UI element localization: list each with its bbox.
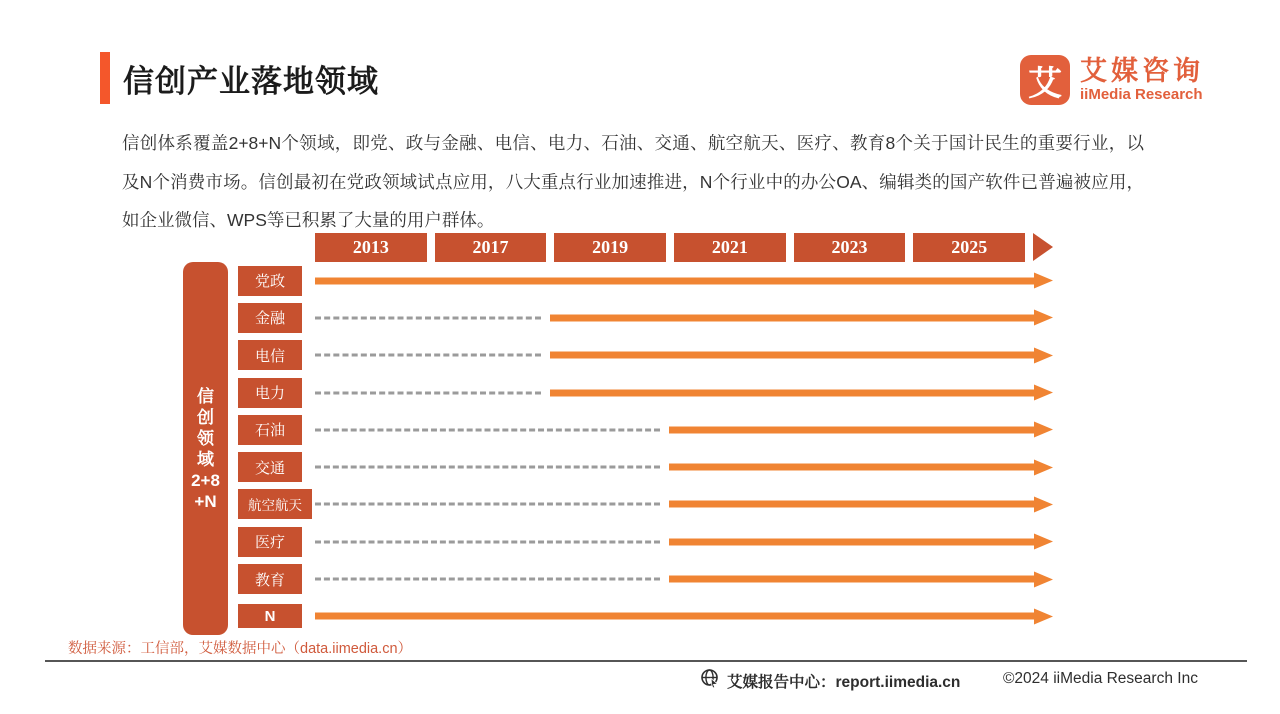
title-block bbox=[100, 52, 379, 104]
timeline-chart bbox=[183, 233, 1053, 635]
rollout-arrow bbox=[550, 389, 1034, 396]
industry-label: 石油 bbox=[238, 415, 302, 445]
timeline-track bbox=[315, 598, 1053, 635]
globe-cursor-icon bbox=[700, 668, 727, 693]
industry-label: 电信 bbox=[238, 340, 302, 370]
industry-row bbox=[238, 411, 1053, 448]
timeline-arrow-tip bbox=[1033, 233, 1053, 261]
chart-body bbox=[183, 262, 1053, 635]
year-cell: 2025 bbox=[913, 233, 1025, 262]
timeline-track bbox=[315, 486, 1053, 523]
logo-icon: 艾 bbox=[1020, 55, 1070, 105]
industry-row bbox=[238, 598, 1053, 635]
timeline-track bbox=[315, 448, 1053, 485]
source-note: 数据来源：工信部，艾媒数据中心（data.iimedia.cn） bbox=[68, 641, 413, 657]
industry-label: 航空航天 bbox=[238, 489, 312, 519]
pre-launch-dashed-line bbox=[315, 466, 660, 469]
intro-paragraph: 信创体系覆盖2+8+N个领域，即党、政与金融、电信、电力、石油、交通、航空航天、医疗、教育8个关于国计民生的重要行业，以及N个消费市场。信创最初在党政领域试点应用，八大重点行业加速推进，N个行业中的办公OA、编辑类的国产软件已普遍被应用，如企业微信、WPS等已积累了大量的用户群体。 bbox=[122, 133, 1144, 230]
industry-label: 医疗 bbox=[238, 527, 302, 557]
rollout-arrow bbox=[669, 464, 1034, 471]
timeline-track bbox=[315, 560, 1053, 597]
industry-row bbox=[238, 523, 1053, 560]
rollout-arrow bbox=[669, 538, 1034, 545]
pre-launch-dashed-line bbox=[315, 391, 541, 394]
rollout-arrow bbox=[669, 576, 1034, 583]
industry-label: N bbox=[238, 604, 302, 628]
year-cell: 2019 bbox=[554, 233, 666, 262]
industry-label: 电力 bbox=[238, 378, 302, 408]
pre-launch-dashed-line bbox=[315, 354, 541, 357]
pre-launch-dashed-line bbox=[315, 578, 660, 581]
footer-report-center bbox=[700, 668, 960, 693]
pre-launch-dashed-line bbox=[315, 316, 541, 319]
rollout-arrow bbox=[315, 277, 1034, 284]
industry-row bbox=[238, 374, 1053, 411]
industry-label: 交通 bbox=[238, 452, 302, 482]
rollout-arrow bbox=[669, 501, 1034, 508]
footer-copyright: ©2024 iiMedia Research Inc bbox=[1003, 670, 1198, 687]
year-cell: 2021 bbox=[674, 233, 786, 262]
timeline-track bbox=[315, 523, 1053, 560]
footer-report-text: 艾媒报告中心：report.iimedia.cn bbox=[727, 673, 961, 691]
industry-label: 党政 bbox=[238, 266, 302, 296]
brand-logo bbox=[1020, 55, 1204, 105]
pre-launch-dashed-line bbox=[315, 540, 660, 543]
title-accent-bar bbox=[100, 52, 110, 104]
timeline-track bbox=[315, 262, 1053, 299]
pre-launch-dashed-line bbox=[315, 428, 660, 431]
industry-row bbox=[238, 262, 1053, 299]
industry-row bbox=[238, 337, 1053, 374]
industry-label: 金融 bbox=[238, 303, 302, 333]
rollout-arrow bbox=[550, 352, 1034, 359]
axis-label-line: 创 bbox=[197, 407, 214, 427]
timeline-track bbox=[315, 299, 1053, 336]
rollout-arrow bbox=[550, 314, 1034, 321]
industry-row bbox=[238, 486, 1053, 523]
timeline-track bbox=[315, 337, 1053, 374]
brand-name-cn: 艾媒咨询 bbox=[1080, 56, 1204, 87]
timeline-track bbox=[315, 411, 1053, 448]
industry-label: 教育 bbox=[238, 564, 302, 594]
year-cell: 2017 bbox=[435, 233, 547, 262]
industry-row bbox=[238, 299, 1053, 336]
pre-launch-dashed-line bbox=[315, 503, 660, 506]
timeline-track bbox=[315, 374, 1053, 411]
brand-name-en: iiMedia Research bbox=[1080, 85, 1203, 103]
year-header bbox=[315, 233, 1053, 262]
axis-label-line: 域 bbox=[197, 449, 214, 469]
footer-divider bbox=[45, 660, 1247, 662]
axis-label-line: 2+8 bbox=[191, 470, 220, 490]
rollout-arrow bbox=[315, 613, 1034, 620]
rollout-arrow bbox=[669, 426, 1034, 433]
page-title: 信创产业落地领域 bbox=[123, 63, 379, 99]
year-cell: 2013 bbox=[315, 233, 427, 262]
industry-row bbox=[238, 448, 1053, 485]
brand-text bbox=[1080, 57, 1204, 103]
axis-label-line: +N bbox=[194, 491, 217, 511]
timeline-rows bbox=[238, 262, 1053, 635]
year-cell: 2023 bbox=[794, 233, 906, 262]
axis-label-line: 信 bbox=[197, 386, 214, 406]
industry-row bbox=[238, 560, 1053, 597]
axis-label-bar bbox=[183, 262, 228, 635]
axis-label-line: 领 bbox=[197, 428, 214, 448]
